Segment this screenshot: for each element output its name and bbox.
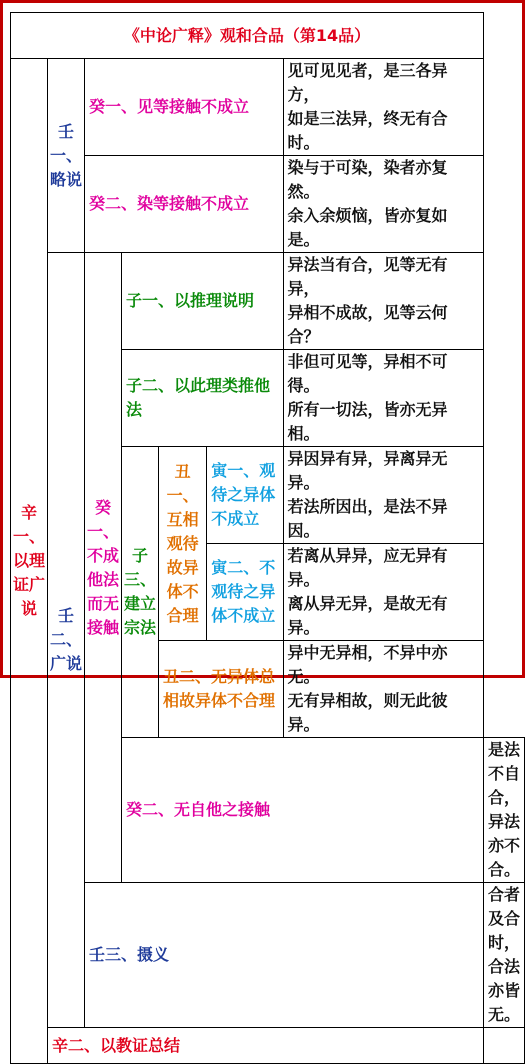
outline-table xyxy=(10,12,525,1064)
section-gui1-2: 癸二、染等接触不成立 xyxy=(85,156,284,253)
verse-line: 合者及合时，合法亦皆无。 xyxy=(488,885,521,1024)
section-chou1: 丑一、互相观待故异体不合理 xyxy=(159,447,207,641)
verse-9 xyxy=(484,883,525,1028)
section-zi1: 子一、以推理说明 xyxy=(122,253,284,350)
verse-line: 无有异相故，则无此彼异。 xyxy=(287,691,448,734)
verse-line: 异相不成故，见等云何合？ xyxy=(287,303,448,346)
section-gui2-1: 癸一、不成他法而无接触 xyxy=(85,253,122,883)
verse-line: 所有一切法，皆亦无异相。 xyxy=(287,400,448,443)
verse-line: 余入余烦恼，皆亦复如是。 xyxy=(287,206,448,249)
section-yin2: 寅二、不观待之异体不成立 xyxy=(207,544,283,641)
verse-5 xyxy=(283,447,483,544)
section-gui1-1: 癸一、见等接触不成立 xyxy=(85,59,284,156)
verse-line: 是法不自合，异法亦不合。 xyxy=(488,740,521,879)
section-ren3: 壬三、摄义 xyxy=(85,883,484,1028)
verse-line: 染与于可染，染者亦复然。 xyxy=(287,158,448,201)
verse-2 xyxy=(283,156,483,253)
section-zi3: 子三、建立宗法 xyxy=(122,447,159,738)
verse-line: 异因异有异，异离异无异。 xyxy=(287,449,448,492)
verse-line: 见可见见者，是三各异方， xyxy=(287,61,448,104)
section-chou2: 丑二、无异体总相故异体不合理 xyxy=(159,641,284,738)
section-yin1: 寅一、观待之异体不成立 xyxy=(207,447,283,544)
section-gui2-2: 癸二、无自他之接触 xyxy=(122,738,484,883)
verse-line: 异法当有合，见等无有异， xyxy=(287,255,448,298)
section-ren1: 壬一、略说 xyxy=(48,59,85,253)
verse-line: 非但可见等，异相不可得。 xyxy=(287,352,448,395)
verse-line: 若离从异异，应无异有异。 xyxy=(287,546,448,589)
verse-6 xyxy=(283,544,483,641)
verse-7 xyxy=(283,641,483,738)
verse-10 xyxy=(484,1028,525,1064)
verse-line: 异中无异相，不异中亦无。 xyxy=(287,643,448,686)
verse-4 xyxy=(283,350,483,447)
verse-3 xyxy=(283,253,483,350)
section-xin2: 辛二、以教证总结 xyxy=(48,1028,484,1064)
document-title: 《中论广释》观和合品（第14品） xyxy=(11,13,484,59)
section-zi2: 子二、以此理类推他法 xyxy=(122,350,284,447)
verse-line: 离从异无异，是故无有异。 xyxy=(287,594,448,637)
verse-line: 若法所因出，是法不异因。 xyxy=(287,497,448,540)
verse-line: 如是三法异，终无有合时。 xyxy=(287,109,448,152)
verse-8 xyxy=(484,738,525,883)
verse-1 xyxy=(283,59,483,156)
section-ren2: 壬二、广说 xyxy=(48,253,85,1028)
section-xin1: 辛一、以理证广说 xyxy=(11,59,48,1064)
